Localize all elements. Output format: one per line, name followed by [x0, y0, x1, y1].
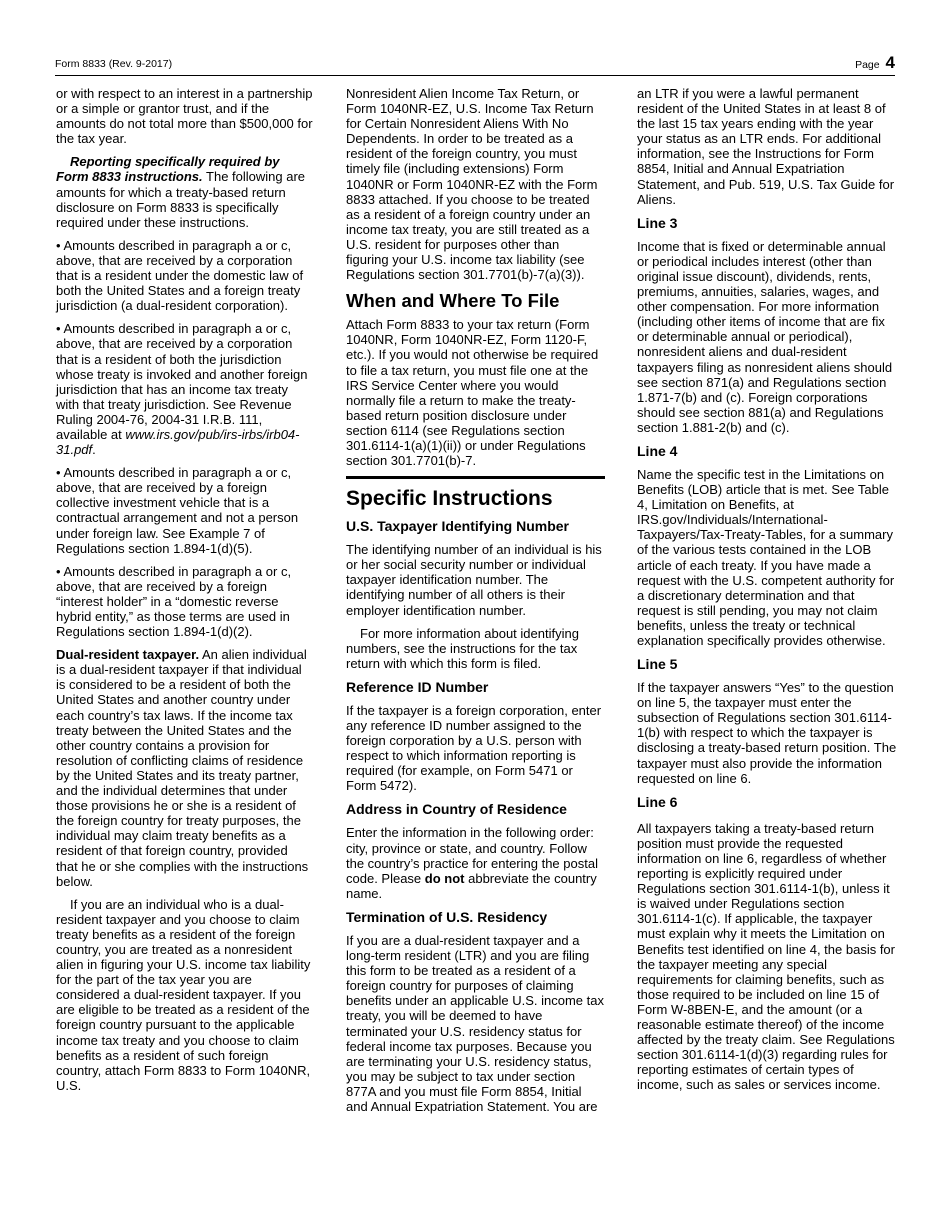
paragraph-text: abbreviate the country name. [346, 870, 597, 901]
paragraph-text: The following are amounts for which a treaty-based return disclosure on Form 8833 is specifically required under these instructions. [56, 169, 306, 230]
paragraph: Attach Form 8833 to your tax return (Form 1040NR, Form 1040NR-EZ, Form 1120-F, etc.). If you would not otherwise be required to file a tax return, you must file one at the IRS Service Center where you would normally file a return to make the treaty-based return position disclosure under section 6114 (see Regulations section 301.6114-1(a)(1)(ii)) or under Regulations section 301.7701(b)-7. [346, 317, 599, 469]
page-number: 4 [885, 53, 895, 72]
page-indicator [855, 53, 895, 73]
section-heading-when-where: When and Where To File [346, 290, 560, 312]
subheading-line-4: Line 4 [637, 442, 678, 459]
paragraph: or with respect to an interest in a partnership or a simple or grantor trust, and if the amounts do not total more than $500,000 for the tax year. [56, 86, 313, 147]
paragraph-text: Enter the information in the following order: city, province or state, and country. Follow the country’s practice for entering the postal code. Please [346, 825, 598, 886]
subheading-reference-id: Reference ID Number [346, 678, 489, 695]
paragraph-text: An alien individual is a dual-resident taxpayer if that individual is considered to be a resident of both the United States and another country under each country’s tax laws. If the income tax treaty between the United States and the other country contains a provision for resolution of conflicting claims of residence by the United States and its treaty partner, and the individual determines that under those provisions he or she is a resident of the foreign country for treaty purposes, the individual may claim treaty benefits as a resident of that foreign country, provided that he or she complies with the instructions below. [56, 647, 309, 889]
paragraph: Nonresident Alien Income Tax Return, or Form 1040NR-EZ, U.S. Income Tax Return for Certain Nonresident Aliens With No Dependents. In order to be treated as a resident of the foreign country, you must timely file (including extensions) Form 1040NR or Form 1040NR-EZ with the Form 8833 attached. If you choose to be treated as a resident of a foreign country under an income tax treaty, you are still treated as a U.S. resident for purposes other than figuring your U.S. income tax liability (see Regulations section 301.7701(b)-7(a)(3)). [346, 86, 598, 283]
run-in-heading: Dual-resident taxpayer. [56, 647, 200, 663]
bullet-item [56, 321, 313, 457]
section-heading-specific-instructions: Specific Instructions [346, 476, 605, 512]
bullet-item: • Amounts described in paragraph a or c, above, that are received by a corporation that is a resident under the domestic law of both the United States and a foreign treaty jurisdiction (a dual-resident corporation). [56, 237, 304, 314]
subheading-line-5: Line 5 [637, 656, 678, 673]
paragraph: All taxpayers taking a treaty-based return position must provide the requested information on line 6, regardless of whether reporting is explicitly required under Regulations section 301.6114-1(b), unless it is waived under Regulations section 301.6114-1(c). If applicable, the taxpayer must explain why it meets the Limitation on Benefits test identified on line 4, the basis for the taxpayer meeting any special requirements for claiming benefits, such as those required to be included on line 15 of Form W-8BEN-E, and the amount (or a reasonable estimate thereof) of the income affected by the treaty claim. See Regulations section 301.6114-1(d)(3) regarding rules for reporting estimates of certain types of income, such as sales or services income. [637, 820, 895, 1093]
paragraph-dual-resident [56, 647, 313, 889]
paragraph: For more information about identifying numbers, see the instructions for the tax return with which this form is filed. [346, 625, 579, 671]
irs-url-link[interactable]: www.irs.gov/pub/irs-irbs/irb04-31.pdf [56, 426, 300, 458]
header-rule [55, 75, 895, 76]
subheading-line-3: Line 3 [637, 214, 678, 231]
paragraph-reporting-required [56, 154, 313, 229]
paragraph: If the taxpayer answers “Yes” to the question on line 5, the taxpayer must enter the subsection of Regulations section 301.6114-1(b) with respect to which the taxpayer is disclosing a treaty-based return position. The taxpayer must also provide the information requested on line 6. [637, 680, 897, 786]
subheading-line-6: Line 6 [637, 793, 678, 810]
emphasis: do not [424, 870, 465, 886]
paragraph: If the taxpayer is a foreign corporation, enter any reference ID number assigned to the foreign corporation by a U.S. person with respect to which information reporting is required (for example, on Form 5471 or Form 5472). [346, 702, 602, 794]
bullet-item: • Amounts described in paragraph a or c, above, that are received by a foreign “interest holder” in a “domestic reverse hybrid entity,” as those terms are used in Regulations section 1.894-1(d)(2). [56, 563, 292, 640]
paragraph [346, 825, 605, 900]
bullet-text: • Amounts described in paragraph a or c, above, that are received by a corporation that is a resident of both the jurisdiction whose treaty is invoked and another foreign jurisdiction that has an income tax treaty with that treaty jurisdiction. See Revenue Ruling 2004-76, 2004-31 I.R.B. 111, available at [56, 321, 308, 442]
paragraph: The identifying number of an individual is his or her social security number or individual taxpayer identification number. The identifying number of all others is their employer identification number. [346, 542, 602, 618]
paragraph: If you are an individual who is a dual-resident taxpayer and you choose to claim treaty benefits as a resident of the foreign country, you are treated as a nonresident alien in figuring your U.S. income tax liability for the part of the tax year you are considered a dual-resident taxpayer. If you are eligible to be treated as a resident of the foreign country pursuant to the applicable income tax treaty and you choose to claim benefits as a resident of such foreign country, attach Form 8833 to Form 1040NR, U.S. [56, 896, 311, 1093]
page-label: Page [855, 59, 880, 71]
bullet-item: • Amounts described in paragraph a or c, above, that are received by a foreign collective investment vehicle that is a contractual arrangement and not a person under foreign law. See Example 7 of Regulations section 1.894-1(d)(5). [56, 465, 299, 556]
form-identifier: Form 8833 (Rev. 9-2017) [55, 58, 173, 70]
column-middle [346, 86, 605, 1122]
run-in-heading: Reporting specifically required by Form 8833 instructions. [56, 154, 280, 185]
subheading-address: Address in Country of Residence [346, 801, 567, 818]
paragraph: Income that is fixed or determinable annual or periodical includes interest (other than original issue discount), dividends, rents, premiums, annuities, salaries, wages, and other compensation. For more information (including other items of income that are fix or determinable annual or periodical), nonresident aliens and dual-resident taxpayers filing as nonresident aliens should see section 871(a) and Regulations section 1.871-7(b) and (c). Foreign corporations should see section 881(a) and Regulations section 1.881-2(b) and (c). [637, 238, 893, 435]
subheading-tin: U.S. Taxpayer Identifying Number [346, 518, 570, 535]
subheading-termination: Termination of U.S. Residency [346, 908, 548, 925]
paragraph: If you are a dual-resident taxpayer and a long-term resident (LTR) and you are filing this form to be treated as a resident of a foreign country for purposes of claiming benefits under an applicable U.S. income tax treaty, you will be deemed to have terminated your U.S. residency status for federal income tax purposes. Because you are terminating your U.S. residency status, you may be subject to tax under section 877A and you must file Form 8854, Initial and Annual Expatriation Statement. You are [346, 932, 604, 1114]
paragraph: an LTR if you were a lawful permanent resident of the United States in at least 8 of the last 15 tax years ending with the year your status as an LTR ends. For additional information, see the Instructions for Form 8854, Initial and Annual Expatriation Statement, and Pub. 519, U.S. Tax Guide for Aliens. [637, 86, 895, 207]
column-right [637, 86, 897, 1100]
column-left [56, 86, 313, 1101]
paragraph: Name the specific test in the Limitations on Benefits (LOB) article that is met. See Table 4, Limitation on Benefits, at IRS.gov/Individuals/International-Taxpayers/Tax-Treaty-Tables, for a summary of the various tests contained in the LOB article of each treaty. If you have made a request with the U.S. competent authority for a discretionary determination and that request is still pending, you may not claim benefits, unless the treaty or technical explanation specifically provides otherwise. [637, 466, 895, 648]
bullet-text-end: . [92, 442, 96, 458]
